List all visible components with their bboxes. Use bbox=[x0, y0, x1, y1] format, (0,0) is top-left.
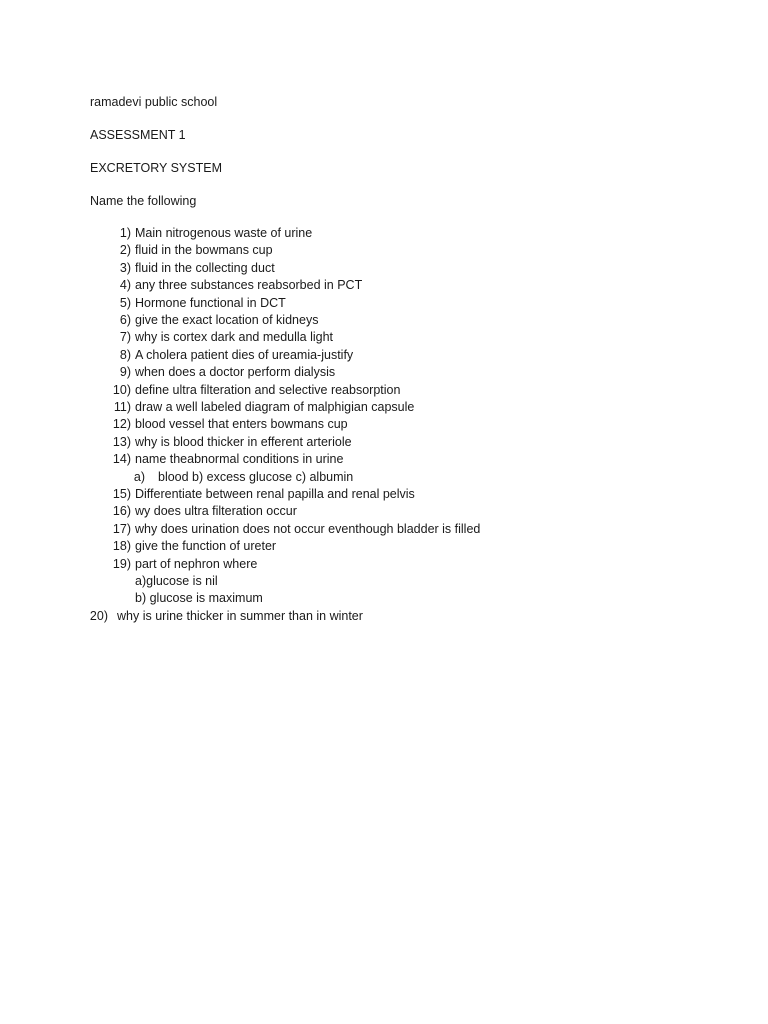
question-number: 6) bbox=[119, 313, 131, 327]
question-item bbox=[0, 556, 768, 573]
question-text: a)glucose is nil bbox=[135, 574, 218, 588]
question-item bbox=[0, 364, 768, 381]
question-text: Hormone functional in DCT bbox=[135, 295, 286, 310]
question-number: 5) bbox=[119, 295, 131, 310]
question-item bbox=[0, 486, 768, 503]
question-text: wy does ultra filteration occur bbox=[135, 504, 297, 519]
question-item bbox=[0, 242, 768, 259]
question-text: fluid in the collecting duct bbox=[135, 260, 275, 275]
subject-title: EXCRETORY SYSTEM bbox=[90, 161, 222, 175]
question-number: 7) bbox=[119, 330, 131, 345]
question-number: 14) bbox=[112, 452, 131, 467]
school-name: ramadevi public school bbox=[90, 95, 218, 109]
question-text: part of nephron where bbox=[135, 556, 258, 571]
question-text: why is urine thicker in summer than in winter bbox=[117, 608, 363, 623]
question-number: 11) bbox=[113, 400, 131, 414]
question-text: fluid in the bowmans cup bbox=[135, 243, 273, 258]
question-item bbox=[0, 416, 768, 433]
question-item bbox=[0, 590, 768, 607]
question-text: draw a well labeled diagram of malphigian capsule bbox=[135, 400, 415, 414]
question-item bbox=[0, 503, 768, 520]
instruction-text: Name the following bbox=[90, 194, 197, 208]
question-number: a) bbox=[133, 469, 145, 484]
question-number: 16) bbox=[112, 504, 131, 519]
question-item bbox=[0, 382, 768, 399]
question-number: 1) bbox=[119, 226, 131, 240]
question-number: 9) bbox=[119, 365, 131, 380]
question-item bbox=[0, 260, 768, 277]
question-item bbox=[0, 451, 768, 468]
question-text: define ultra filteration and selective reabsorption bbox=[135, 382, 401, 397]
question-item bbox=[0, 312, 768, 329]
question-number: 2) bbox=[119, 243, 131, 258]
question-number: 3) bbox=[119, 260, 131, 275]
question-item bbox=[0, 225, 768, 242]
question-number: 10) bbox=[112, 382, 131, 397]
question-number: 12) bbox=[112, 417, 131, 432]
question-number: 19) bbox=[112, 556, 131, 571]
question-text: when does a doctor perform dialysis bbox=[135, 365, 336, 380]
question-number: 17) bbox=[112, 521, 131, 536]
question-text: any three substances reabsorbed in PCT bbox=[135, 278, 363, 293]
question-number: 8) bbox=[119, 347, 131, 362]
question-item bbox=[0, 329, 768, 346]
question-text: why is blood thicker in efferent arteriole bbox=[135, 434, 352, 449]
question-text: blood b) excess glucose c) albumin bbox=[158, 469, 354, 484]
question-number: 13) bbox=[112, 434, 131, 449]
question-number: 4) bbox=[119, 278, 131, 293]
question-text: why is cortex dark and medulla light bbox=[135, 330, 334, 345]
question-item bbox=[0, 521, 768, 538]
question-text: give the exact location of kidneys bbox=[135, 313, 319, 327]
question-item bbox=[0, 573, 768, 590]
question-text: b) glucose is maximum bbox=[135, 591, 263, 606]
question-item bbox=[0, 399, 768, 416]
question-number: 15) bbox=[112, 487, 131, 501]
question-text: Differentiate between renal papilla and renal pelvis bbox=[135, 487, 415, 501]
question-text: why does urination does not occur eventhough bladder is filled bbox=[135, 521, 481, 536]
question-item bbox=[0, 608, 768, 625]
question-number: 20) bbox=[89, 608, 108, 623]
question-item bbox=[0, 277, 768, 294]
assessment-title: ASSESSMENT 1 bbox=[90, 128, 186, 142]
question-item bbox=[0, 434, 768, 451]
question-item bbox=[0, 347, 768, 364]
question-text: name theabnormal conditions in urine bbox=[135, 452, 344, 467]
question-text: A cholera patient dies of ureamia-justify bbox=[135, 347, 354, 362]
question-text: blood vessel that enters bowmans cup bbox=[135, 417, 348, 432]
question-item bbox=[0, 295, 768, 312]
question-number: 18) bbox=[112, 539, 131, 554]
question-text: Main nitrogenous waste of urine bbox=[135, 226, 313, 240]
question-item bbox=[0, 538, 768, 555]
question-item bbox=[0, 469, 768, 486]
question-text: give the function of ureter bbox=[135, 539, 277, 554]
